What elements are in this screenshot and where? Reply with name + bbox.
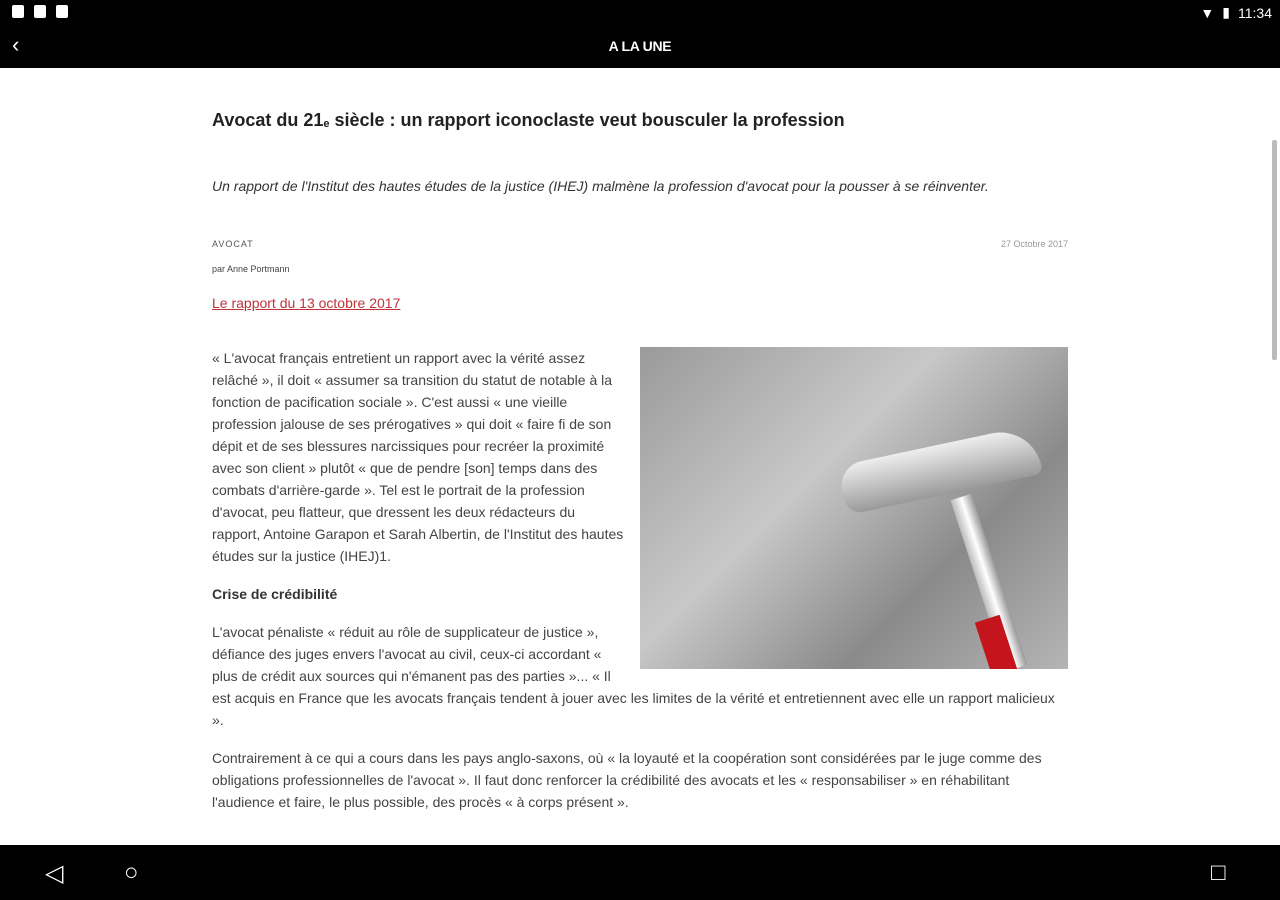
media-icon (56, 5, 68, 18)
scrollbar[interactable] (1272, 140, 1277, 360)
app-bar (0, 24, 1280, 68)
article-lead: Un rapport de l'Institut des hautes études de la justice (IHEJ) malmène la profession d'avocat pour la pousser à se réinventer. (212, 178, 989, 194)
article-view[interactable] (0, 68, 1280, 845)
battery-icon: ▮ (1222, 4, 1230, 20)
report-link[interactable]: Le rapport du 13 octobre 2017 (212, 295, 401, 311)
paragraph: L'avocat pénaliste « réduit au rôle de supplicateur de justice », défiance des juges envers l'avocat au civil, ceux-ci accordant « plus de crédit aux sources qui n'émanent pas des parties »... « Il est acquis en France que les avocats français tendent à jouer avec les limites de la vérité et entretiennent avec elle un rapport malicieux ». (212, 624, 1055, 728)
article (212, 68, 1068, 829)
hammer-image (640, 347, 1068, 669)
sim-icon (34, 5, 46, 18)
title-text: Avocat du 21 (212, 110, 324, 130)
category-label: AVOCAT (212, 239, 254, 249)
notification-icons (12, 5, 68, 18)
section-heading: Crise de crédibilité (212, 586, 338, 602)
author: par Anne Portmann (212, 264, 290, 274)
back-button[interactable]: ‹ (12, 32, 20, 57)
paragraph: Contrairement à ce qui a cours dans les pays anglo-saxons, où « la loyauté et la coopération sont considérées par le juge comme des obligations professionnelles de l'avocat ». Il faut donc renforcer la crédibilité des avocats et les « responsabiliser » en réhabilitant l'audience et faire, le plus possible, des procès « à corps présent ». (212, 750, 1042, 810)
notification-icon (12, 5, 24, 18)
article-title (212, 110, 1068, 131)
title-sup: e (323, 118, 330, 130)
article-body (212, 347, 1068, 813)
title-text-2: siècle : un rapport iconoclaste veut bousculer la profession (329, 110, 845, 130)
navigation-bar (0, 845, 1280, 900)
clock: 11:34 (1238, 4, 1272, 21)
page-title: A LA UNE (608, 38, 672, 54)
status-bar (0, 0, 1280, 24)
nav-home-icon[interactable]: ○ (124, 859, 139, 886)
article-date: 27 Octobre 2017 (1000, 239, 1068, 249)
wifi-icon: ▼ (1200, 4, 1215, 21)
nav-back-icon[interactable]: ◁ (45, 860, 64, 887)
paragraph: « L'avocat français entretient un rapport avec la vérité assez relâché », il doit « assumer sa transition du statut de notable à la fonction de pacification sociale ». C'est aussi « une vieille profession jalouse de ses prérogatives » qui doit « faire fi de son dépit et de ses blessures narcissiques pour recréer la proximité avec son client » plutôt « que de pendre [son] temps dans des combats d'arrière-garde ». Tel est le portrait de la profession d'avocat, peu flatteur, que dressent les deux rédacteurs du rapport, Antoine Garapon et Sarah Albertin, de l'Institut des hautes études sur la justice (IHEJ)1. (212, 350, 624, 564)
nav-recents-icon[interactable]: □ (1211, 859, 1226, 886)
